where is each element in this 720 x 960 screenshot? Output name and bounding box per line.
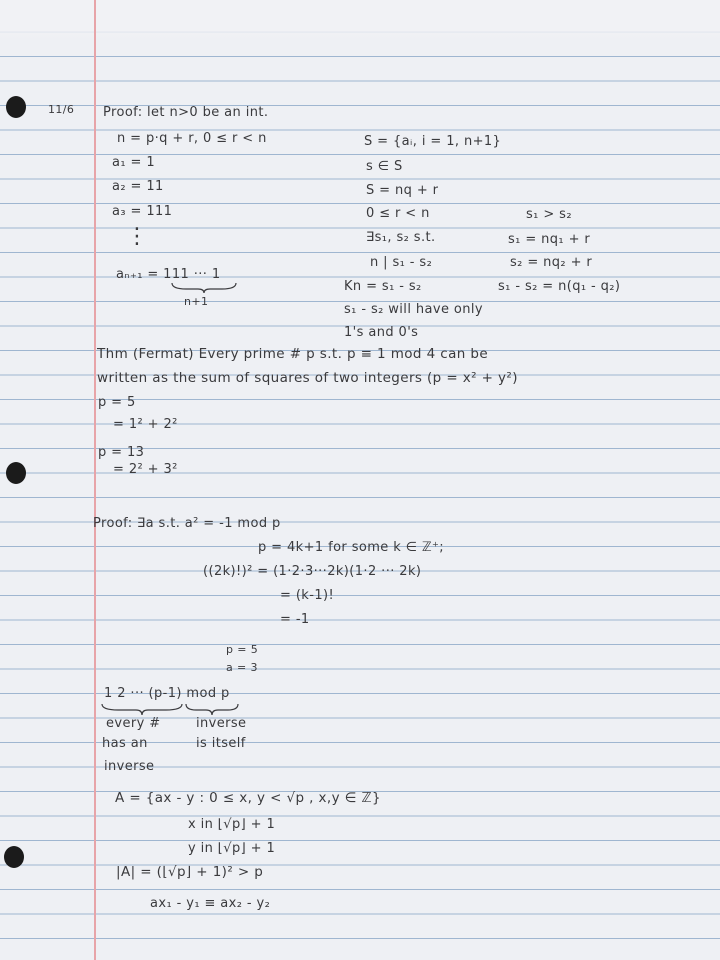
theorem-line1: Thm (Fermat) Every prime # p s.t. p ≡ 1 mod 4 can be bbox=[97, 346, 489, 362]
example-a-value: a = 3 bbox=[226, 661, 258, 674]
a3-line: a₃ = 111 bbox=[112, 204, 173, 219]
s-in-S: s ∈ S bbox=[366, 159, 403, 174]
proof1-heading: Proof: let n>0 be an int. bbox=[103, 105, 269, 120]
s-equation: S = nq + r bbox=[366, 183, 439, 198]
example-p13: p = 13 bbox=[98, 445, 145, 460]
s2-equation: s₂ = nq₂ + r bbox=[510, 255, 593, 270]
note-has-an: has an bbox=[102, 736, 148, 751]
margin-line bbox=[94, 0, 96, 960]
underbrace-inverse bbox=[184, 702, 240, 716]
example-p5-sum: = 1² + 2² bbox=[113, 417, 178, 432]
binder-hole-middle bbox=[6, 462, 26, 484]
a2-line: a₂ = 11 bbox=[112, 179, 164, 194]
y-range: y in ⌊√p⌋ + 1 bbox=[188, 841, 276, 856]
difference-note-line1: s₁ - s₂ will have only bbox=[344, 302, 483, 317]
theorem-line2: written as the sum of squares of two integers (p = x² + y²) bbox=[97, 370, 518, 386]
A-cardinality: |A| = (⌊√p⌋ + 1)² > p bbox=[116, 864, 264, 880]
s1-minus-s2-equation: s₁ - s₂ = n(q₁ - q₂) bbox=[498, 279, 621, 294]
congruence-line: ax₁ - y₁ ≡ ax₂ - y₂ bbox=[150, 896, 271, 911]
vertical-dots: ⋮ bbox=[126, 224, 149, 249]
n-divides-difference: n | s₁ - s₂ bbox=[370, 255, 433, 270]
proof2-heading: Proof: ∃a s.t. a² = -1 mod p bbox=[93, 516, 281, 531]
n-equation: n = p·q + r, 0 ≤ r < n bbox=[117, 131, 267, 146]
exists-s1-s2: ∃s₁, s₂ s.t. bbox=[366, 230, 436, 245]
example-p13-sum: = 2² + 3² bbox=[113, 462, 178, 477]
n-plus-1-label: n+1 bbox=[184, 295, 209, 308]
set-S-definition: S = {aᵢ, i = 1, n+1} bbox=[364, 134, 502, 149]
binder-hole-bottom bbox=[4, 846, 24, 868]
underbrace-every-number bbox=[100, 702, 184, 716]
example-p5: p = 5 bbox=[98, 395, 136, 410]
a1-line: a₁ = 1 bbox=[112, 155, 156, 170]
set-A-definition: A = {ax - y : 0 ≤ x, y < √p , x,y ∈ ℤ} bbox=[115, 790, 381, 806]
underbrace-n-plus-1 bbox=[170, 281, 238, 293]
product-mod-p: 1 2 ··· (p-1) mod p bbox=[104, 686, 230, 701]
factorial-line3: = -1 bbox=[280, 612, 310, 627]
r-range: 0 ≤ r < n bbox=[366, 206, 430, 221]
x-range: x in ⌊√p⌋ + 1 bbox=[188, 817, 276, 832]
factorial-line2: = (k-1)! bbox=[280, 588, 335, 603]
example-p-value: p = 5 bbox=[226, 643, 259, 656]
binder-hole-top bbox=[6, 96, 26, 118]
an1-line: aₙ₊₁ = 111 ··· 1 bbox=[116, 267, 221, 282]
s1-greater-s2: s₁ > s₂ bbox=[526, 207, 572, 222]
note-inverse: inverse bbox=[104, 759, 155, 774]
kn-equation: Kn = s₁ - s₂ bbox=[344, 279, 422, 294]
note-is-itself: is itself bbox=[196, 736, 246, 751]
note-every-number: every # bbox=[106, 716, 161, 731]
date-note: 11/6 bbox=[48, 103, 75, 116]
factorial-line1: ((2k)!)² = (1·2·3···2k)(1·2 ··· 2k) bbox=[203, 564, 422, 579]
note-inverse-2: inverse bbox=[196, 716, 247, 731]
difference-note-line2: 1's and 0's bbox=[344, 325, 419, 340]
s1-equation: s₁ = nq₁ + r bbox=[508, 232, 591, 247]
p-form: p = 4k+1 for some k ∈ ℤ⁺; bbox=[258, 540, 445, 555]
